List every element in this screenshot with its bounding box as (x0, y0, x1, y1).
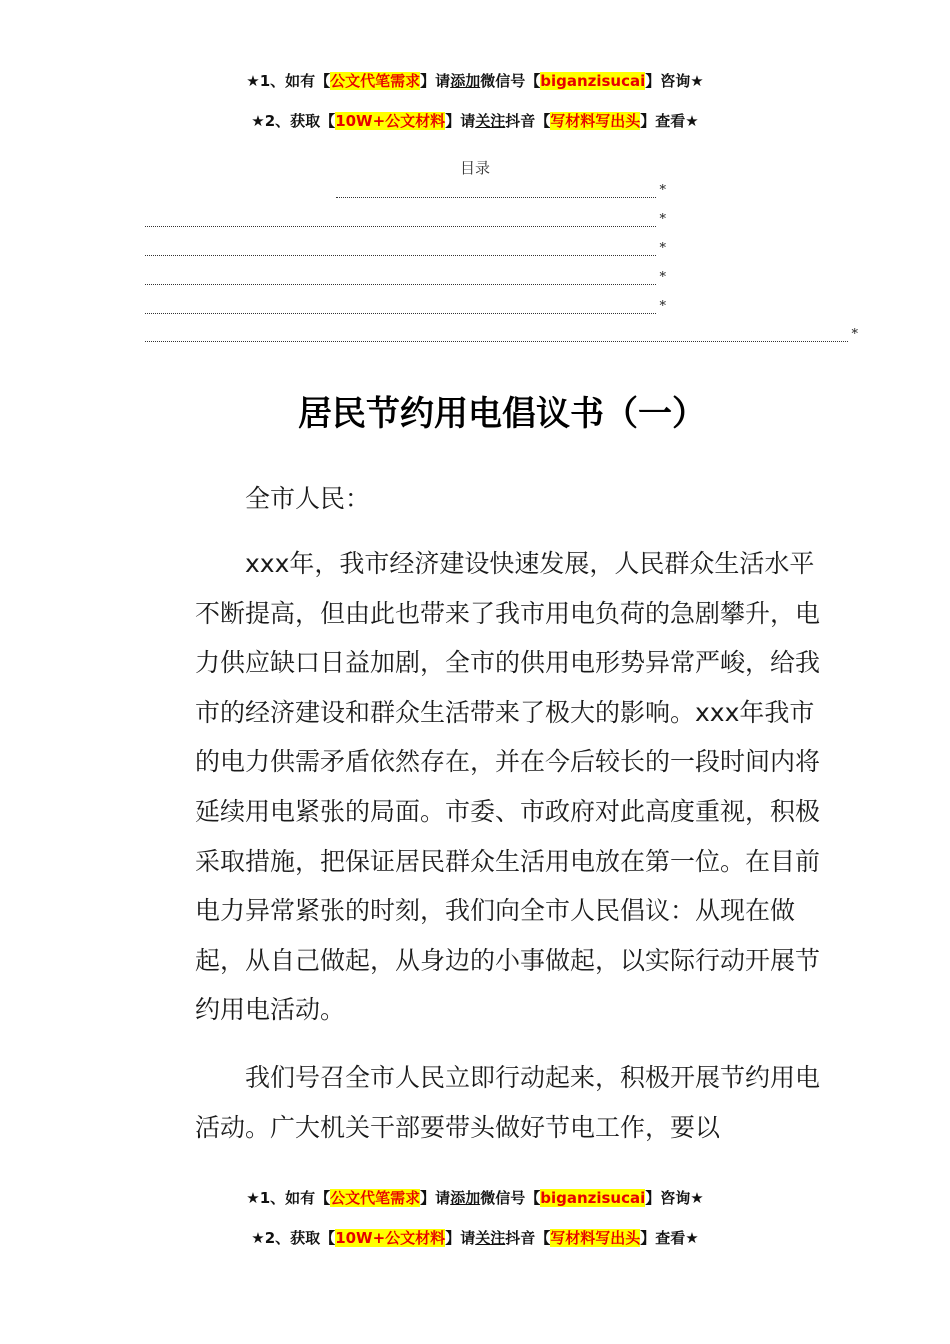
banner-highlight: 公文代笔需求 (330, 1189, 421, 1207)
banner-text: 】请 (420, 1189, 451, 1207)
banner-underlined: 关注 (475, 112, 506, 130)
banner-text: ★2、获取【 (251, 1229, 336, 1247)
banner-text: 抖音【 (505, 1229, 551, 1247)
toc-entry[interactable] (145, 213, 666, 231)
banner-text: ★2、获取【 (251, 112, 336, 130)
banner-text: 】请 (420, 72, 451, 90)
toc-entry[interactable] (145, 242, 666, 260)
banner-highlight: 10W+公文材料 (335, 1229, 446, 1247)
banner-underlined: 关注 (475, 1229, 506, 1247)
banner-text: ★1、如有【 (246, 1189, 331, 1207)
toc-leader-dots (145, 255, 656, 256)
banner-highlight: 公文代笔需求 (330, 72, 421, 90)
bottom-banner-line-1 (0, 1188, 950, 1208)
toc-entry-marker: * (659, 271, 666, 285)
toc-leader-dots (336, 197, 656, 198)
toc-entry-marker: * (851, 328, 858, 342)
toc-entry-marker: * (659, 242, 666, 256)
banner-text: 微信号【 (480, 1189, 541, 1207)
banner-highlight: biganzisucai (540, 1189, 646, 1207)
top-banner-line-2 (0, 111, 950, 131)
toc-entry-marker: * (659, 300, 666, 314)
body-paragraph: xxx年，我市经济建设快速发展，人民群众生活水平不断提高，但由此也带来了我市用电负荷的急剧攀升，电力供应缺口日益加剧，全市的供用电形势异常严峻，给我市的经济建设和群众生活带来了极大的影响。xxx年我市的电力供需矛盾依然存在，并在今后较长的一段时间内将延续用电紧张的局面。市委、市政府对此高度重视，积极采取措施，把保证居民群众生活用电放在第一位。在目前电力异常紧张的时刻，我们向全市人民倡议：从现在做起，从自己做起，从身边的小事做起，以实际行动开展节约用电活动。 (195, 549, 821, 1025)
toc-entry[interactable] (145, 328, 858, 346)
toc-leader-dots (145, 226, 656, 227)
toc-leader-dots (145, 313, 656, 314)
banner-text: 】查看★ (640, 112, 699, 130)
banner-text: 】咨询★ (645, 1189, 704, 1207)
document-title: 居民节约用电倡议书（一） (298, 394, 706, 434)
banner-text: 抖音【 (505, 112, 551, 130)
salutation: 全市人民： (245, 484, 371, 513)
banner-text: 】请 (445, 112, 476, 130)
toc-title: 目录 (459, 159, 490, 177)
toc-entry[interactable] (336, 184, 666, 202)
toc-entry-marker: * (659, 184, 666, 198)
banner-highlight: 10W+公文材料 (335, 112, 446, 130)
banner-text: 】查看★ (640, 1229, 699, 1247)
banner-text: 微信号【 (480, 72, 541, 90)
banner-highlight: 写材料写出头 (550, 1229, 641, 1247)
banner-text: 】请 (445, 1229, 476, 1247)
bottom-banner-line-2 (0, 1228, 950, 1248)
toc-entry[interactable] (145, 271, 666, 289)
toc-entry-marker: * (659, 213, 666, 227)
banner-highlight: 写材料写出头 (550, 112, 641, 130)
banner-underlined: 添加 (450, 1189, 481, 1207)
toc-entry[interactable] (145, 300, 666, 318)
top-banner-line-1 (0, 71, 950, 91)
banner-text: ★1、如有【 (246, 72, 331, 90)
toc-leader-dots (145, 284, 656, 285)
banner-underlined: 添加 (450, 72, 481, 90)
body-paragraph: 我们号召全市人民立即行动起来，积极开展节约用电活动。广大机关干部要带头做好节电工作，要以 (195, 1063, 821, 1142)
banner-highlight: biganzisucai (540, 72, 646, 90)
toc-leader-dots (145, 341, 848, 342)
banner-text: 】咨询★ (645, 72, 704, 90)
